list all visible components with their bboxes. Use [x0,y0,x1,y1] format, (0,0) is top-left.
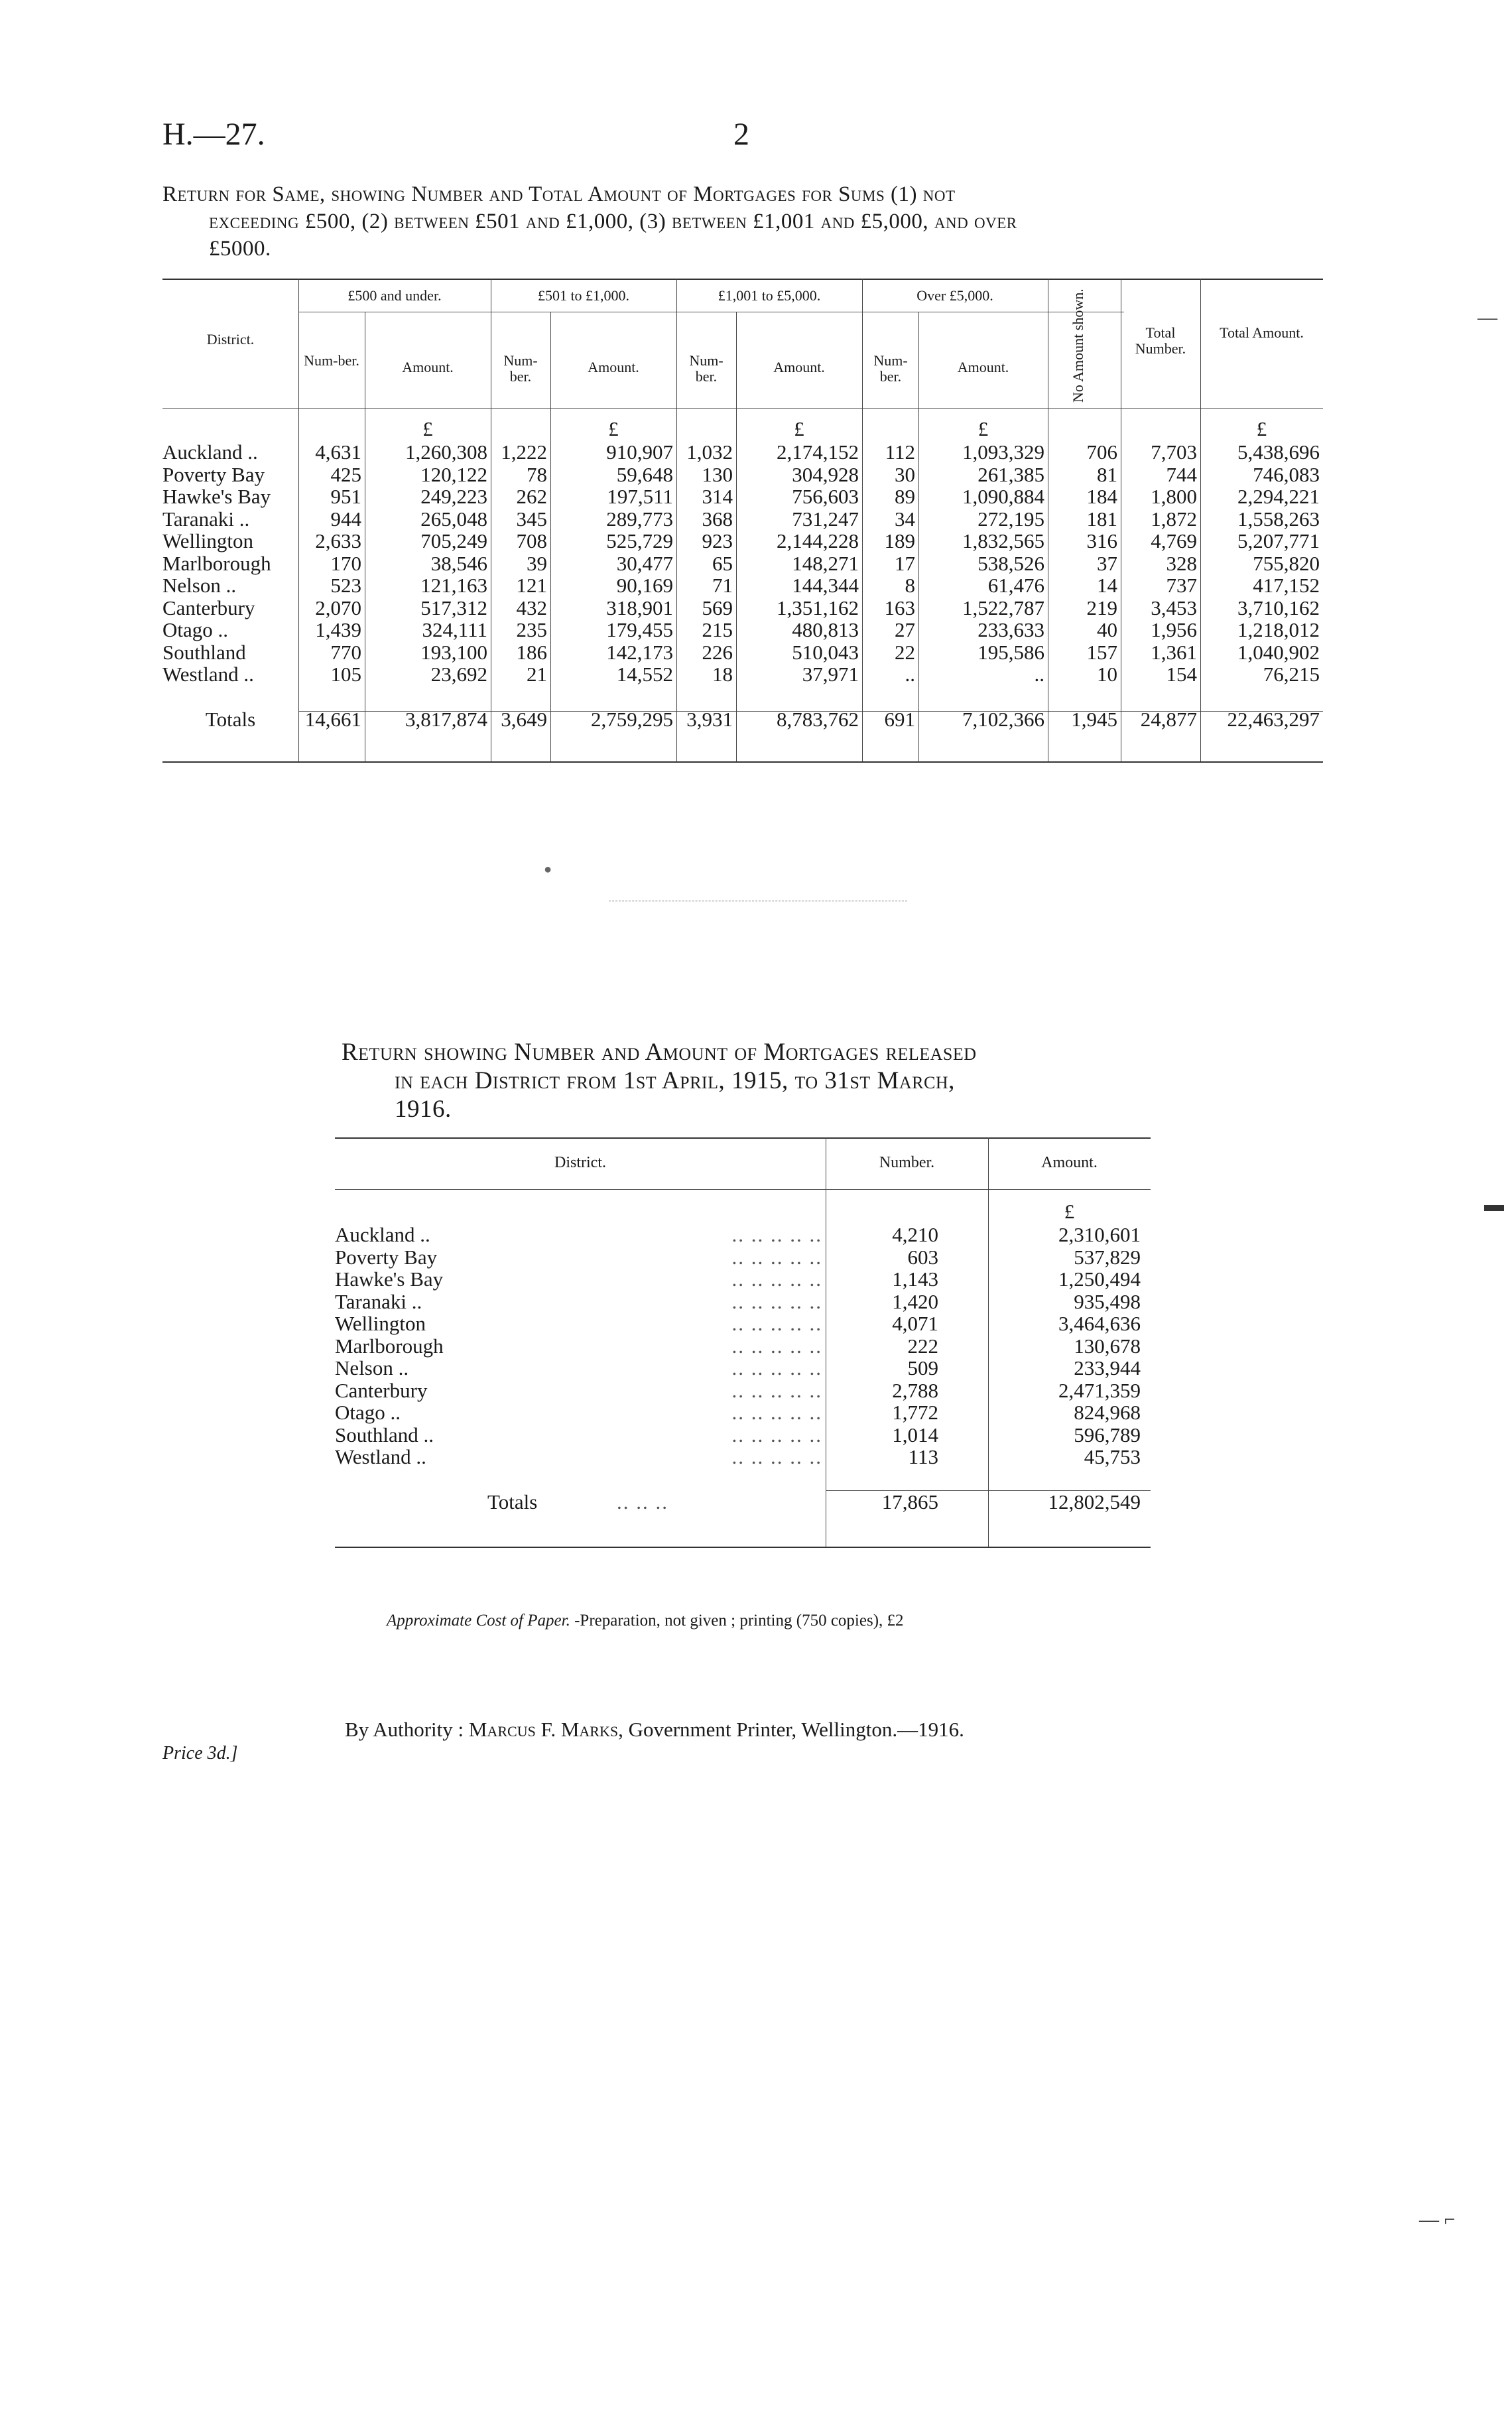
table-cell: 2,070 [315,596,361,619]
amount-cell: 824,968 [1074,1401,1141,1424]
district-name: Taranaki .. [335,1289,422,1313]
table-cell: 261,385 [977,462,1044,486]
number-cell: 4,210 [892,1223,938,1246]
district-name: Wellington [335,1312,426,1335]
decorative-mark: ● [544,862,552,877]
table-cell: 186 [516,640,547,664]
number-cell: 113 [908,1445,938,1468]
table2-title-line3: 1916. [395,1096,452,1123]
leader-dots: .. .. .. .. .. [731,1245,822,1269]
amount-cell: 233,944 [1074,1356,1141,1379]
table-cell: 7,703 [1151,440,1197,464]
page-number: 2 [733,117,749,152]
district-name: Canterbury [335,1378,428,1402]
table-cell: 121,163 [420,574,487,597]
number-cell: 1,420 [892,1289,938,1313]
district-name: Hawke's Bay [335,1267,444,1291]
totals-cell: 3,817,874 [405,708,487,731]
margin-mark: ― ⌐ [1419,2209,1456,2230]
totals-cell: 3,649 [501,708,547,731]
header-amount: Amount. [402,359,454,375]
table-cell: 39 [527,551,547,575]
district-name: Auckland .. [335,1223,430,1246]
table-cell: 37,971 [802,663,859,686]
totals-cell: 8,783,762 [777,708,859,731]
table-cell: 525,729 [606,529,673,552]
table-cell: 756,603 [792,485,859,508]
table-cell: 4,769 [1151,529,1197,552]
currency-symbol: £ [1064,1200,1075,1223]
currency-symbol: £ [608,417,619,440]
number-cell: 509 [907,1356,938,1379]
number-cell: 1,014 [892,1423,938,1446]
district-name: Hawke's Bay [162,485,271,508]
totals-amount: 12,802,549 [1048,1490,1141,1513]
leader-dots: .. .. .. .. .. [731,1401,822,1424]
table-cell: 328 [1166,551,1197,575]
table-cell: 708 [516,529,547,552]
table-cell: 18 [712,663,733,686]
table-cell: 163 [884,596,915,619]
table-cell: 510,043 [792,640,859,664]
table-cell: 71 [712,574,733,597]
table-cell: .. [905,663,915,686]
price-note: Price 3d.] [162,1743,238,1763]
leader-dots: .. .. .. .. .. [731,1423,822,1446]
table1-title-line1: Return for Same, showing Number and Total Amount of Mortgages for Sums (1) not [162,182,956,206]
table-cell: 1,218,012 [1237,618,1320,641]
table-cell: 21 [527,663,547,686]
header-district: District. [206,331,255,348]
table-cell: 523 [330,574,361,597]
table-cell: 1,260,308 [405,440,487,464]
table-cell: 121 [516,574,547,597]
table-cell: 181 [1086,507,1117,531]
table-cell: 1,558,263 [1237,507,1320,531]
leader-dots: .. .. .. [617,1490,668,1513]
table-cell: 1,090,884 [962,485,1044,508]
table-cell: 78 [527,462,547,486]
amount-cell: 2,471,359 [1058,1378,1141,1402]
header-number: Num-ber. [304,352,359,369]
table-cell: 3,710,162 [1237,596,1320,619]
mortgages-by-size-table [162,279,1323,769]
table-cell: 34 [895,507,915,531]
table-cell: 770 [330,640,361,664]
table1-title [162,181,1330,263]
table-cell: 1,522,787 [962,596,1044,619]
table-cell: 59,648 [616,462,673,486]
authority-name: Marcus F. Marks, [468,1718,623,1741]
cost-label: Approximate Cost of Paper. [387,1612,570,1630]
table-cell: 368 [702,507,733,531]
table-cell: 324,111 [422,618,487,641]
margin-mark: — [1478,306,1497,328]
district-name: Otago .. [162,618,229,641]
totals-label: Totals [205,708,256,731]
table-cell: 112 [885,440,915,464]
district-name: Taranaki .. [162,507,250,531]
totals-number: 17,865 [881,1490,938,1513]
table-cell: 1,872 [1151,507,1197,531]
table2-title [342,1038,1144,1123]
table-cell: 432 [516,596,547,619]
table-cell: 480,813 [792,618,859,641]
table-cell: 1,222 [501,440,547,464]
number-cell: 603 [907,1245,938,1269]
table-cell: 1,956 [1151,618,1197,641]
table-cell: 144,344 [792,574,859,597]
table-cell: 345 [516,507,547,531]
amount-cell: 130,678 [1074,1334,1141,1358]
header-number: Number. [879,1154,935,1171]
number-cell: 2,788 [892,1378,938,1402]
table-cell: 142,173 [606,640,673,664]
district-name: Auckland .. [162,440,258,464]
table-cell: 249,223 [420,485,487,508]
leader-dots: .. .. .. .. .. [731,1378,822,1402]
table-cell: 538,526 [977,551,1044,575]
leader-dots: .. .. .. .. .. [731,1289,822,1313]
totals-cell: 691 [884,708,915,731]
table-cell: 189 [884,529,915,552]
table-cell: 154 [1166,663,1197,686]
header-number: Num-ber. [503,352,538,385]
table-cell: 37 [1097,551,1117,575]
margin-mark: ▬ [1484,1194,1504,1216]
table-cell: 157 [1086,640,1117,664]
table-cell: 17 [895,551,915,575]
number-cell: 1,143 [892,1267,938,1291]
table-cell: 569 [702,596,733,619]
district-name: Marlborough [162,551,271,575]
table-cell: 27 [895,618,915,641]
table-cell: 1,093,329 [962,440,1044,464]
district-name: Otago .. [335,1401,401,1424]
table-cell: 14,552 [616,663,673,686]
header-amount: Amount. [957,359,1009,375]
mortgages-released-table [335,1137,1151,1555]
table-cell: 22 [895,640,915,664]
leader-dots: .. .. .. .. .. [731,1223,822,1246]
table-cell: 76,215 [1263,663,1320,686]
district-name: Wellington [162,529,253,552]
table-cell: 3,453 [1151,596,1197,619]
table-cell: 744 [1166,462,1197,486]
district-name: Poverty Bay [162,462,265,486]
table-cell: 179,455 [606,618,673,641]
district-name: Nelson .. [162,574,237,597]
header-amount: Amount. [773,359,825,375]
table-cell: 2,144,228 [777,529,859,552]
amount-cell: 935,498 [1074,1289,1141,1313]
table-cell: 215 [702,618,733,641]
table-cell: 951 [330,485,361,508]
currency-symbol: £ [794,417,804,440]
district-name: Southland [162,640,246,664]
table-cell: 265,048 [420,507,487,531]
authority-suffix: Government Printer, Wellington.—1916. [628,1718,964,1741]
table1-title-line2: exceeding £500, (2) between £501 and £1,000, (3) between £1,001 and £5,000, and over [209,210,1017,233]
table-cell: 289,773 [606,507,673,531]
table-cell: 148,271 [792,551,859,575]
header-total-number: Total Number. [1135,324,1186,357]
table-cell: 272,195 [977,507,1044,531]
table-cell: 316 [1086,529,1117,552]
district-name: Canterbury [162,596,255,619]
cost-of-paper-note [387,1612,904,1630]
table-cell: 219 [1086,596,1117,619]
leader-dots: .. .. .. .. .. [731,1334,822,1358]
table-cell: 1,832,565 [962,529,1044,552]
totals-label: Totals [487,1490,538,1513]
table-cell: 517,312 [420,596,487,619]
table-cell: 14 [1097,574,1117,597]
table-cell: 1,361 [1151,640,1197,664]
table-cell: 61,476 [987,574,1044,597]
table-cell: 184 [1086,485,1117,508]
table-cell: 10 [1097,663,1117,686]
table-cell: 226 [702,640,733,664]
table-cell: 105 [330,663,361,686]
table-cell: 30 [895,462,915,486]
table-cell: 90,169 [616,574,673,597]
printer-authority [345,1718,964,1742]
totals-cell: 14,661 [304,708,361,731]
table-cell: 1,351,162 [777,596,859,619]
table-cell: 40 [1097,618,1117,641]
currency-symbol: £ [1256,417,1267,440]
header-group-over-5000: Over £5,000. [916,287,993,304]
cost-text: -Preparation, not given ; printing (750 copies), £2 [574,1612,904,1630]
table-cell: .. [1034,663,1044,686]
header-group-1001-5000: £1,001 to £5,000. [718,287,821,304]
table-cell: 417,152 [1253,574,1320,597]
header-group-under-500: £500 and under. [347,287,442,304]
table-cell: 705,249 [420,529,487,552]
table-cell: 304,928 [792,462,859,486]
table-cell: 746,083 [1253,462,1320,486]
amount-cell: 2,310,601 [1058,1223,1141,1246]
table-cell: 944 [330,507,361,531]
table-cell: 5,207,771 [1237,529,1320,552]
table-cell: 8 [905,574,915,597]
district-name: Poverty Bay [335,1245,438,1269]
table-cell: 910,907 [606,440,673,464]
table-cell: 425 [330,462,361,486]
table-cell: 89 [895,485,915,508]
district-name: Marlborough [335,1334,444,1358]
document-reference: H.—27. [162,117,265,152]
totals-cell: 3,931 [686,708,733,731]
district-name: Westland .. [335,1445,426,1468]
header-amount: Amount. [1041,1154,1098,1171]
table-cell: 4,631 [315,440,361,464]
leader-dots: .. .. .. .. .. [731,1267,822,1291]
table-cell: 2,174,152 [777,440,859,464]
amount-cell: 596,789 [1074,1423,1141,1446]
number-cell: 222 [907,1334,938,1358]
table-cell: 2,633 [315,529,361,552]
table-cell: 1,800 [1151,485,1197,508]
totals-cell: 24,877 [1140,708,1197,731]
table-cell: 923 [702,529,733,552]
header-number: Num-ber. [689,352,724,385]
table-cell: 233,633 [977,618,1044,641]
number-cell: 4,071 [892,1312,938,1335]
district-name: Southland .. [335,1423,434,1446]
table-cell: 38,546 [430,551,487,575]
table-cell: 81 [1097,462,1117,486]
table-cell: 731,247 [792,507,859,531]
header-district: District. [554,1154,606,1171]
table-cell: 130 [702,462,733,486]
leader-dots: .. .. .. .. .. [731,1356,822,1379]
amount-cell: 3,464,636 [1058,1312,1141,1335]
table-cell: 120,122 [420,462,487,486]
table2-title-line1: Return showing Number and Amount of Mortgages released [342,1039,977,1066]
table-cell: 755,820 [1253,551,1320,575]
district-name: Nelson .. [335,1356,409,1379]
table-cell: 195,586 [977,640,1044,664]
amount-cell: 537,829 [1074,1245,1141,1269]
table-cell: 706 [1086,440,1117,464]
totals-cell: 22,463,297 [1227,708,1320,731]
table-cell: 2,294,221 [1237,485,1320,508]
table2-title-line2: in each District from 1st April, 1915, to 31st March, [395,1067,955,1094]
header-group-501-1000: £501 to £1,000. [537,287,630,304]
totals-cell: 7,102,366 [962,708,1044,731]
district-name: Westland .. [162,663,254,686]
totals-cell: 2,759,295 [591,708,673,731]
table-cell: 1,032 [686,440,733,464]
header-number: Num-ber. [873,352,908,385]
table-cell: 170 [330,551,361,575]
table-cell: 197,511 [607,485,673,508]
table-cell: 30,477 [616,551,673,575]
currency-symbol: £ [422,417,433,440]
header-amount: Amount. [588,359,639,375]
leader-dots: .. .. .. .. .. [731,1445,822,1468]
number-cell: 1,772 [892,1401,938,1424]
header-total-amount: Total Amount. [1220,324,1304,341]
table-cell: 318,901 [606,596,673,619]
table-cell: 193,100 [420,640,487,664]
table-cell: 1,439 [315,618,361,641]
totals-cell: 1,945 [1071,708,1117,731]
table-cell: 737 [1166,574,1197,597]
table-cell: 65 [712,551,733,575]
authority-prefix: By Authority : [345,1718,464,1741]
table-cell: 1,040,902 [1237,640,1320,664]
table-cell: 23,692 [430,663,487,686]
currency-symbol: £ [977,417,989,440]
table-cell: 5,438,696 [1237,440,1320,464]
table-cell: 262 [516,485,547,508]
header-no-amount-shown: No Amount shown. [1070,288,1086,403]
table1-title-line3: £5000. [209,237,271,261]
table-cell: 235 [516,618,547,641]
amount-cell: 1,250,494 [1058,1267,1141,1291]
amount-cell: 45,753 [1084,1445,1141,1468]
leader-dots: .. .. .. .. .. [731,1312,822,1335]
table-cell: 314 [702,485,733,508]
